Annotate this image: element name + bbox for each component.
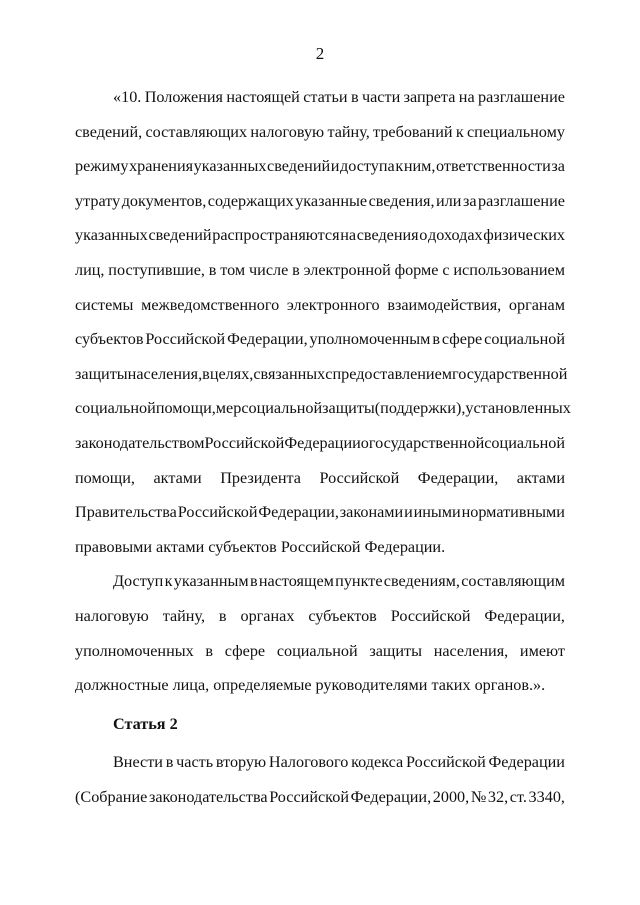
text-line: [75, 80, 565, 115]
word: Федерации,: [417, 468, 499, 487]
word: о: [419, 226, 428, 245]
word: о: [360, 433, 369, 452]
word: 3340,: [528, 787, 565, 806]
word: числе: [249, 260, 289, 279]
word: сфере: [224, 641, 266, 660]
word: указанные: [295, 191, 368, 210]
word: защиты: [369, 641, 422, 660]
word: Федерации: [488, 753, 565, 772]
text-line: [75, 115, 565, 150]
word: требований: [373, 122, 453, 141]
word: 2000,: [432, 787, 470, 806]
word: части: [361, 88, 401, 106]
word: использованием: [453, 260, 565, 279]
word: Налогового: [268, 753, 349, 772]
word: субъектов: [75, 330, 144, 349]
word: доходах: [428, 226, 483, 245]
word: электронного: [286, 295, 380, 314]
word: налоговую: [75, 606, 149, 625]
word: пункте: [335, 572, 383, 591]
word: уполномоченным: [309, 330, 431, 349]
word: лиц,: [75, 260, 105, 279]
word: Внести: [113, 753, 163, 772]
word: тайну,: [327, 122, 370, 141]
word: Российской: [319, 468, 400, 487]
word: ним,: [403, 157, 436, 176]
word: уполномоченных: [75, 641, 194, 660]
word: кодекса: [351, 753, 404, 772]
word: или: [436, 191, 462, 210]
word: том: [220, 260, 246, 279]
word: социальной: [484, 433, 566, 452]
word: электронной: [303, 260, 391, 279]
word: Российской: [405, 753, 486, 772]
word: в: [350, 88, 359, 106]
word: 32,: [487, 787, 509, 806]
word: часть: [176, 753, 214, 772]
word: (Собрание: [75, 787, 148, 806]
word: Российской: [269, 787, 349, 806]
text-line-last: правовыми актами субъектов Российской Федерации.: [75, 537, 446, 556]
word: статьи: [303, 88, 348, 106]
word: в: [218, 606, 227, 625]
word: указанным: [173, 572, 249, 591]
word: налоговую: [250, 122, 325, 141]
word: актами: [516, 468, 565, 487]
word: социальной: [241, 399, 323, 418]
paragraph-article-2: [75, 745, 565, 814]
text-line: [75, 357, 568, 392]
word: за: [551, 157, 565, 176]
document-body: [75, 80, 571, 814]
word: режиму: [75, 157, 129, 176]
word: и: [330, 157, 340, 176]
word: Российской: [390, 606, 471, 625]
text-line: [75, 218, 565, 253]
word: имеют: [519, 641, 565, 660]
word: Доступ: [113, 572, 164, 591]
word: составляющих: [145, 122, 248, 141]
word: целях,: [209, 364, 254, 383]
word: в: [165, 753, 174, 772]
word: Российской: [204, 433, 285, 452]
text-line: [75, 184, 565, 219]
word: помощи,: [75, 468, 135, 487]
word: нормативными: [461, 503, 565, 522]
word: форме: [394, 260, 439, 279]
text-line: [75, 599, 565, 634]
word: на: [340, 226, 357, 245]
word: составляющим: [461, 572, 565, 591]
word: указанных: [193, 157, 267, 176]
word: законодательства: [148, 787, 268, 806]
word: сведений: [148, 226, 212, 245]
word: межведомственного: [141, 295, 280, 314]
word: специальному: [467, 122, 565, 141]
word: сведения: [356, 226, 419, 245]
word: с: [442, 260, 450, 279]
word: населения,: [433, 641, 509, 660]
word: социальной: [484, 330, 565, 349]
text-line: [75, 288, 565, 323]
word: физических: [483, 226, 565, 245]
word: тайну,: [162, 606, 205, 625]
word: связанных: [253, 364, 326, 383]
word: в: [202, 364, 210, 383]
text-line: [75, 634, 565, 669]
word: органах: [240, 606, 295, 625]
word: в: [208, 260, 217, 279]
word: разглашение: [478, 191, 565, 210]
word: распространяются: [212, 226, 340, 245]
word: Российской: [177, 503, 258, 522]
text-line: [75, 426, 565, 461]
word: в: [249, 572, 258, 591]
word: в: [432, 330, 440, 349]
text-line: [75, 149, 565, 184]
word: сфере: [441, 330, 483, 349]
text-line: [75, 322, 565, 357]
word: Федерации,: [350, 787, 432, 806]
word: законами: [339, 503, 404, 522]
word: государственной: [368, 433, 485, 452]
word: к: [164, 572, 173, 591]
word: указанных: [75, 226, 148, 245]
word: в: [205, 641, 214, 660]
word: вторую: [215, 753, 267, 772]
word: установленных: [465, 399, 571, 418]
text-line: [75, 391, 571, 426]
text-line: [75, 564, 565, 599]
word: запрета: [403, 88, 456, 106]
word: поступившие,: [108, 260, 205, 279]
word: Правительства: [75, 503, 177, 522]
word: законодательством: [75, 433, 205, 452]
text-line: [75, 495, 565, 530]
word: сведений,: [75, 122, 143, 141]
word: сведения,: [368, 191, 435, 210]
text-line: [75, 253, 565, 288]
word: к: [455, 122, 464, 141]
word: сведений: [267, 157, 331, 176]
word: «10.: [113, 88, 142, 106]
word: к: [395, 157, 404, 176]
word: хранения: [129, 157, 194, 176]
word: системы: [75, 295, 134, 314]
word: помощи,: [155, 399, 216, 418]
word: взаимодействия,: [387, 295, 502, 314]
word: разглашение: [478, 88, 565, 106]
word: социальной: [75, 399, 156, 418]
word: настоящей: [226, 88, 300, 106]
word: ст.: [509, 787, 527, 806]
word: Российской: [145, 330, 226, 349]
word: мер: [215, 399, 242, 418]
word: Федерации: [284, 433, 361, 452]
page-number: 2: [315, 44, 325, 63]
text-line-last: должностные лица, определяемые руководителями таких органов.».: [75, 676, 546, 695]
word: на: [458, 88, 475, 106]
word: сведениям,: [383, 572, 460, 591]
word: Положения: [144, 88, 223, 106]
word: Президента: [220, 468, 301, 487]
word: государственной: [452, 364, 568, 383]
word: субъектов: [308, 606, 377, 625]
word: защиты: [75, 364, 128, 383]
word: актами: [153, 468, 202, 487]
word: иными: [413, 503, 461, 522]
word: содержащих: [207, 191, 294, 210]
word: предоставлением: [332, 364, 453, 383]
article-heading: Статья 2: [113, 714, 178, 733]
paragraph-access: [75, 564, 565, 702]
word: документов,: [121, 191, 207, 210]
word: и: [404, 503, 413, 522]
word: Федерации,: [227, 330, 308, 349]
word: защиты: [322, 399, 375, 418]
word: №: [470, 787, 487, 806]
word: настоящем: [258, 572, 334, 591]
word: с: [325, 364, 333, 383]
word: (поддержки),: [374, 399, 466, 418]
word: органам: [508, 295, 565, 314]
word: доступа: [340, 157, 395, 176]
paragraph-item-10: [75, 80, 571, 564]
word: утрату: [75, 191, 121, 210]
word: за: [462, 191, 477, 210]
word: социальной: [276, 641, 358, 660]
word: Федерации,: [484, 606, 565, 625]
text-line: [75, 745, 565, 780]
word: населения,: [127, 364, 203, 383]
word: в: [292, 260, 300, 279]
text-line: [75, 780, 565, 815]
word: ответственности: [436, 157, 551, 176]
text-line: [75, 461, 565, 496]
word: Федерации,: [258, 503, 339, 522]
